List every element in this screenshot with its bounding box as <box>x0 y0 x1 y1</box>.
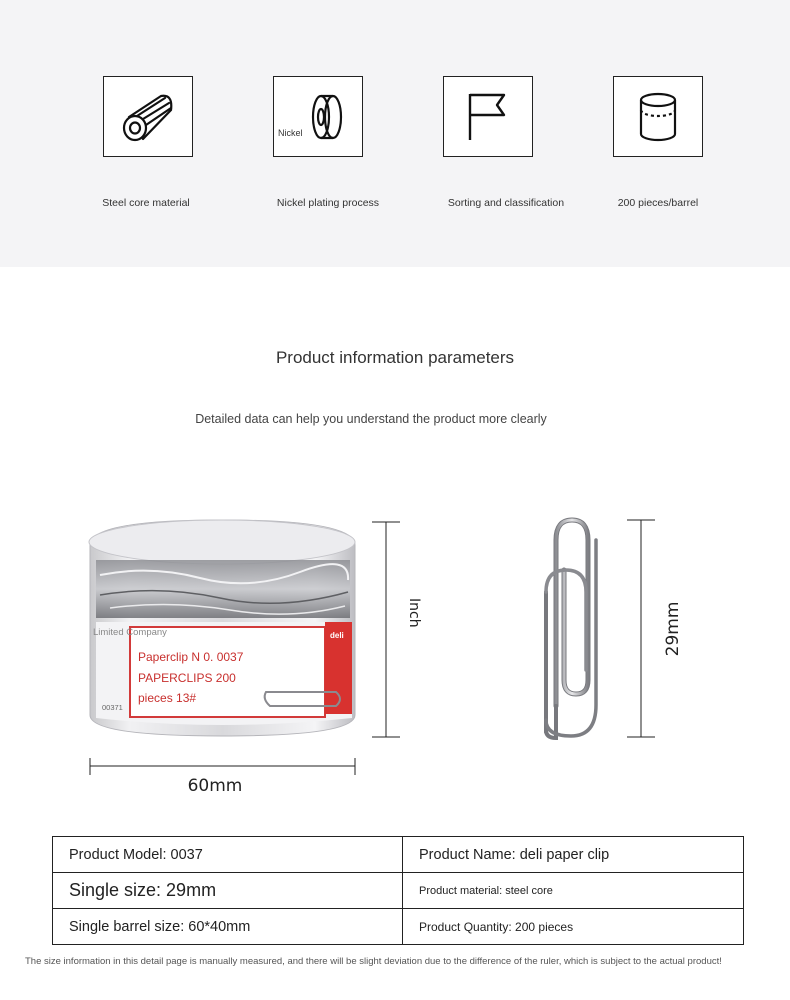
section-subtitle: Detailed data can help you understand the product more clearly <box>195 412 547 426</box>
spec-quantity: Product Quantity: 200 pieces <box>403 909 744 945</box>
clip-length-text: 29mm <box>663 601 683 657</box>
feature-box-nickel <box>273 76 363 157</box>
clip-length-dimension-line <box>627 520 655 737</box>
product-diagram <box>0 500 790 810</box>
measurement-note: The size information in this detail page is manually measured, and there will be slight deviation due to the difference of the ruler, which is subject to the actual product! <box>25 956 722 967</box>
label-line-1: Paperclip N 0. 0037 <box>138 650 244 664</box>
flag-icon <box>457 86 519 148</box>
spec-table <box>52 836 744 945</box>
label-barcode-number: 00371 <box>102 703 123 712</box>
nickel-coil-icon <box>287 86 349 148</box>
nickel-tag: Nickel <box>278 128 303 138</box>
feature-box-sorting <box>443 76 533 157</box>
paper-clip-image <box>546 520 600 740</box>
feature-label-nickel: Nickel plating process <box>276 197 380 209</box>
feature-label-barrel: 200 pieces/barrel <box>617 197 699 209</box>
width-dimension-line <box>90 758 355 775</box>
product-illustration <box>0 500 790 810</box>
barrel-icon <box>627 86 689 148</box>
spec-row <box>53 909 744 945</box>
steel-core-icon <box>117 86 179 148</box>
spec-barrel-size: Single barrel size: 60*40mm <box>53 909 403 945</box>
barrel-height-dimension-line <box>372 522 400 737</box>
spec-single-size: Single size: 29mm <box>53 873 403 909</box>
feature-box-barrel <box>613 76 703 157</box>
barrel-height-text: Inch <box>406 598 422 628</box>
feature-label-steel-core: Steel core material <box>102 197 190 209</box>
spec-row <box>53 873 744 909</box>
spec-model: Product Model: 0037 <box>53 837 403 873</box>
barrel-width-text: 60mm <box>187 776 243 796</box>
spec-name: Product Name: deli paper clip <box>403 837 744 873</box>
label-brand: deli <box>330 631 344 640</box>
spec-material: Product material: steel core <box>403 873 744 909</box>
feature-label-sorting: Sorting and classification <box>447 197 565 209</box>
spec-row <box>53 837 744 873</box>
label-line-3: pieces 13# <box>138 691 197 705</box>
label-company: Limited Company <box>93 627 167 638</box>
feature-box-steel-core <box>103 76 193 157</box>
label-line-2: PAPERCLIPS 200 <box>138 671 236 685</box>
section-title: Product information parameters <box>275 348 515 367</box>
